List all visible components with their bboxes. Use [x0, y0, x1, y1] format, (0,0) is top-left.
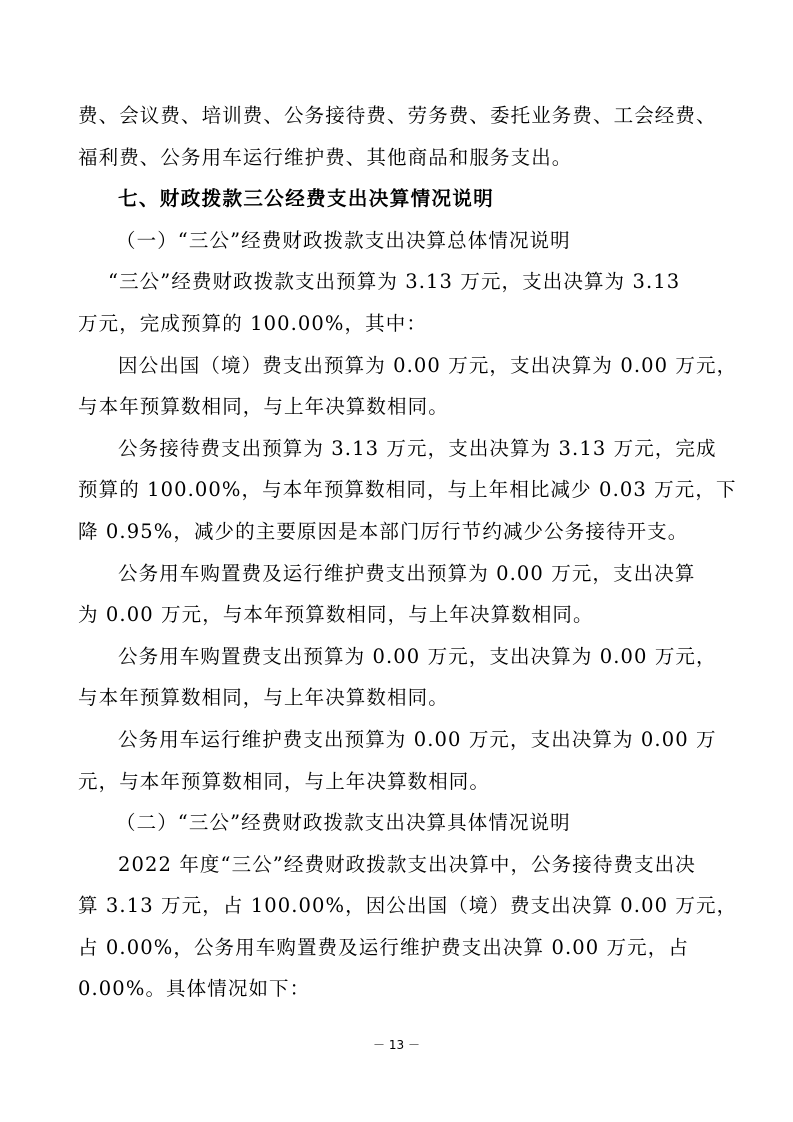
body-line: 预算的 100.00%，与本年预算数相同，与上年相比减少 0.03 万元，下	[78, 478, 737, 502]
subsection-heading: （一）“三公”经费财政拨款支出决算总体情况说明	[116, 228, 571, 252]
body-line: 万元，完成预算的 100.00%，其中：	[78, 311, 427, 335]
body-line: 公务接待费支出预算为 3.13 万元，支出决算为 3.13 万元，完成	[118, 436, 717, 460]
body-line: 算 3.13 万元，占 100.00%，因公出国（境）费支出决算 0.00 万元，	[78, 894, 738, 918]
body-line: 费、会议费、培训费、公务接待费、劳务费、委托业务费、工会经费、	[78, 104, 717, 127]
body-line: 与本年预算数相同，与上年决算数相同。	[78, 686, 449, 710]
body-line: 公务用车运行维护费支出预算为 0.00 万元，支出决算为 0.00 万	[118, 727, 717, 751]
body-line: “三公”经费财政拨款支出预算为 3.13 万元，支出决算为 3.13	[108, 270, 681, 294]
body-line: 公务用车购置费及运行维护费支出预算为 0.00 万元，支出决算	[118, 561, 696, 585]
body-line: 2022 年度“三公”经费财政拨款支出决算中，公务接待费支出决	[118, 852, 696, 876]
body-line: 福利费、公务用车运行维护费、其他商品和服务支出。	[78, 145, 573, 169]
body-line: 降 0.95%，减少的主要原因是本部门厉行节约减少公务接待开支。	[78, 519, 689, 543]
body-line: 元，与本年预算数相同，与上年决算数相同。	[78, 769, 491, 793]
body-line: 公务用车购置费支出预算为 0.00 万元，支出决算为 0.00 万元，	[118, 644, 717, 668]
body-line: 占 0.00%，公务用车购置费及运行维护费支出决算 0.00 万元，占	[78, 935, 689, 959]
document-body	[78, 95, 738, 1010]
page-number: － 13 －	[373, 1038, 420, 1052]
body-line: 与本年预算数相同，与上年决算数相同。	[78, 395, 449, 419]
subsection-heading: （二）“三公”经费财政拨款支出决算具体情况说明	[116, 811, 571, 835]
body-line: 为 0.00 万元，与本年预算数相同，与上年决算数相同。	[78, 603, 594, 627]
body-line: 0.00%。具体情况如下：	[78, 977, 311, 1001]
section-heading: 七、财政拨款三公经费支出决算情况说明	[118, 187, 495, 211]
body-line: 因公出国（境）费支出预算为 0.00 万元，支出决算为 0.00 万元，	[118, 353, 738, 377]
